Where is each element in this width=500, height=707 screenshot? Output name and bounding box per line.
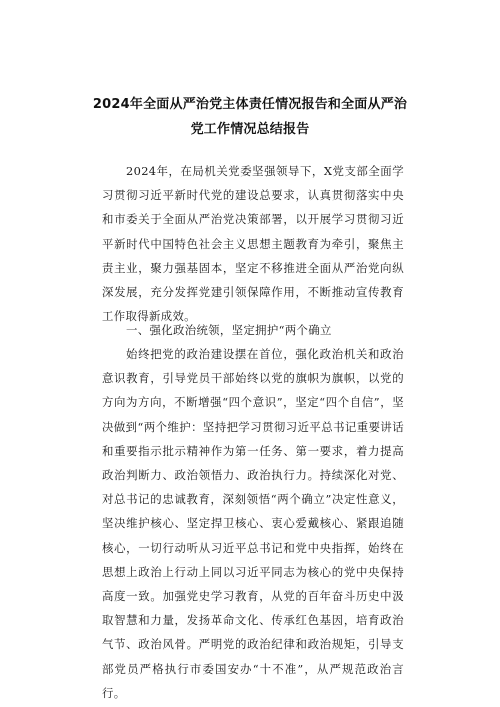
paragraph-intro: 2024年，在局机关党委坚强领导下，X党支部全面学习贯彻习近平新时代党的建设总要求，认真贯彻落实中央和市委关于全面从严治党决策部署，以开展学习贯彻习近平新时代中国特色社会主义思想主题教育为牵引，聚焦主责主业，聚力强基固本，坚定不移推进全面从严治党向纵深发展，充分发挥党建引领保障作用，不断推动宣传教育工作取得新成效。	[102, 164, 404, 324]
paragraph-section-1: 始终把党的政治建设摆在首位，强化政治机关和政治意识教育，引导党员干部始终以党的旗帜为旗帜，以党的方向为方向，不断增强“四个意识”，坚定“四个自信”，坚决做到“两个维护：坚持把学习贯彻习近平总书记重要讲话和重要指示批示精神作为第一任务、第一要求，着力提高政治判断力、政治领悟力、政治执行力。持续深化对党、对总书记的忠诚教育，深刻领悟“两个确立”决定性意义，坚决维护核心、坚定捍卫核心、衷心爱戴核心、紧跟追随核心，一切行动听从习近平总书记和党中央指挥，始终在思想上政治上行动上同以习近平同志为核心的党中央保持高度一致。加强党史学习教育，从党的百年奋斗历史中汲取智慧和力量，发扬革命文化、传承红色基因，培育政治气节、政治风骨。严明党的政治纪律和政治规矩，引导支部党员严格执行市委国安办“十不准”，从严规范政治言行。	[102, 347, 404, 700]
section-heading-1: 一、强化政治统领，坚定拥护“两个确立	[126, 323, 332, 337]
document-title-line-2: 党工作情况总结报告	[190, 122, 310, 137]
document-title-line-1: 2024年全面从严治党主体责任情况报告和全面从严治	[92, 97, 408, 112]
